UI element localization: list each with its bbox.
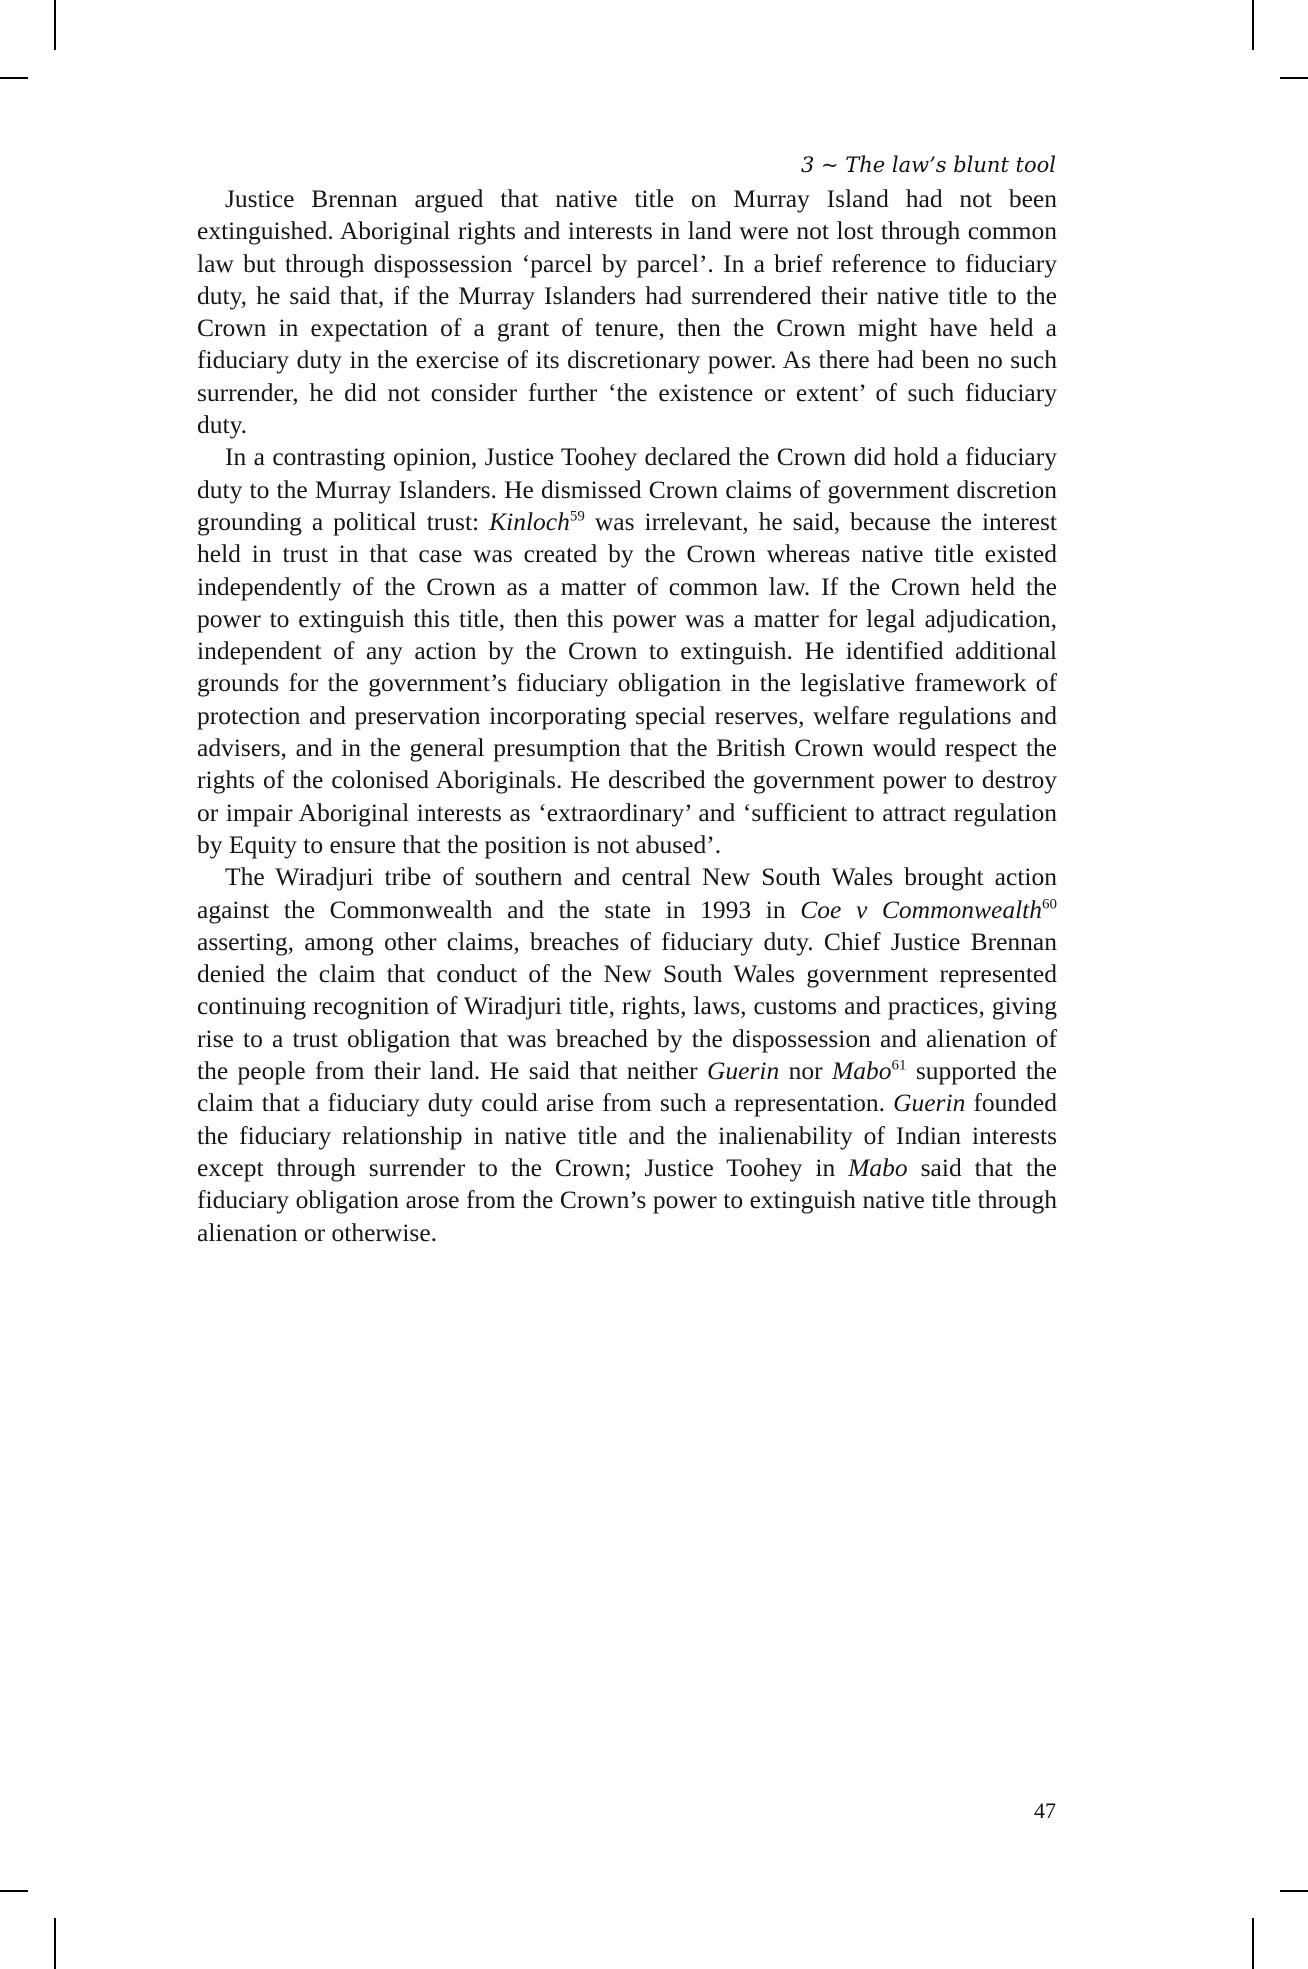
crop-mark-top-left-vertical xyxy=(54,0,56,50)
case-name: Guerin xyxy=(893,1088,966,1118)
crop-mark-top-right-horizontal xyxy=(1280,77,1308,79)
page-number: 47 xyxy=(1034,1798,1056,1823)
paragraph: The Wiradjuri tribe of southern and central New South Wales brought action against the Commonwealth and the state in 1993 in Coe v Commonwealth$^{60}$ asserting, among other claims, breaches of fiduciary duty. Chief Justice Brennan denied the claim that conduct of the New South Wales government represented continuing recognition of Wiradjuri title, rights, laws, customs and practices, giving rise to a trust obligation that was breached by the dispossession and alienation of the people from their land. He said that neither Guerin nor Mabo$^{61}$ supported the claim that a fiduciary duty could arise from such a representation. Guerin founded the fiduciary relationship in native title and the inalienability of Indian interests except through surrender to the Crown; Justice Toohey in Mabo said that the fiduciary obligation arose from the Crown’s power to extinguish native title through alienation or otherwise. xyxy=(197,862,1058,1247)
case-name: Kinloch xyxy=(489,506,570,536)
footnote-ref: 59 xyxy=(569,508,585,525)
running-header: 3 ~ The law’s blunt tool xyxy=(800,153,1056,177)
crop-mark-bottom-left-vertical xyxy=(54,1918,56,1969)
paragraph: In a contrasting opinion, Justice Toohey declared the Crown did hold a fiduciary duty to the Murray Islanders. He dismissed Crown claims of government discretion grounding a political trust: Kinloch$^{59}$ was irrelevant, he said, because the interest held in trust in that case was created by the Crown whereas native title existed independently of the Crown as a matter of common law. If the Crown held the power to extinguish this title, then this power was a matter for legal adjudication, independent of any action by the Crown to extinguish. He identified additional grounds for the government’s fiduciary obligation in the legislative framework of protection and preservation incorporating special reserves, welfare regulations and advisers, and in the general presumption that the British Crown would respect the rights of the colonised Aboriginals. He described the government power to destroy or impair Aboriginal interests as ‘extraordinary’ and ‘sufficient to attract regulation by Equity to ensure that the position is not abused’. xyxy=(197,442,1058,859)
footnote-ref: 60 xyxy=(1042,896,1057,913)
crop-mark-top-left-horizontal xyxy=(0,77,28,79)
paragraph: Justice Brennan argued that native title on Murray Island had not been extinguished. Aboriginal rights and interests in land were not lost through common law but through dispossession ‘parcel by parcel’. In a brief reference to fiduciary duty, he said that, if the Murray Islanders had surrendered their native title to the Crown in expectation of a grant of tenure, then the Crown might have held a fiduciary duty in the exercise of its discretionary power. As there had been no such surrender, he did not consider further ‘the existence or extent’ of such fiduciary duty. xyxy=(197,184,1057,440)
case-name: Mabo xyxy=(848,1152,908,1182)
footnote-ref: 61 xyxy=(891,1057,907,1074)
crop-mark-bottom-right-horizontal xyxy=(1280,1890,1308,1892)
crop-mark-top-right-vertical xyxy=(1252,0,1254,50)
body-text xyxy=(197,183,1057,1249)
crop-mark-bottom-left-horizontal xyxy=(0,1890,28,1892)
case-name: Mabo xyxy=(832,1056,892,1086)
case-name: Coe v Commonwealth xyxy=(800,894,1042,924)
crop-mark-bottom-right-vertical xyxy=(1252,1918,1254,1969)
case-name: Guerin xyxy=(706,1056,780,1086)
